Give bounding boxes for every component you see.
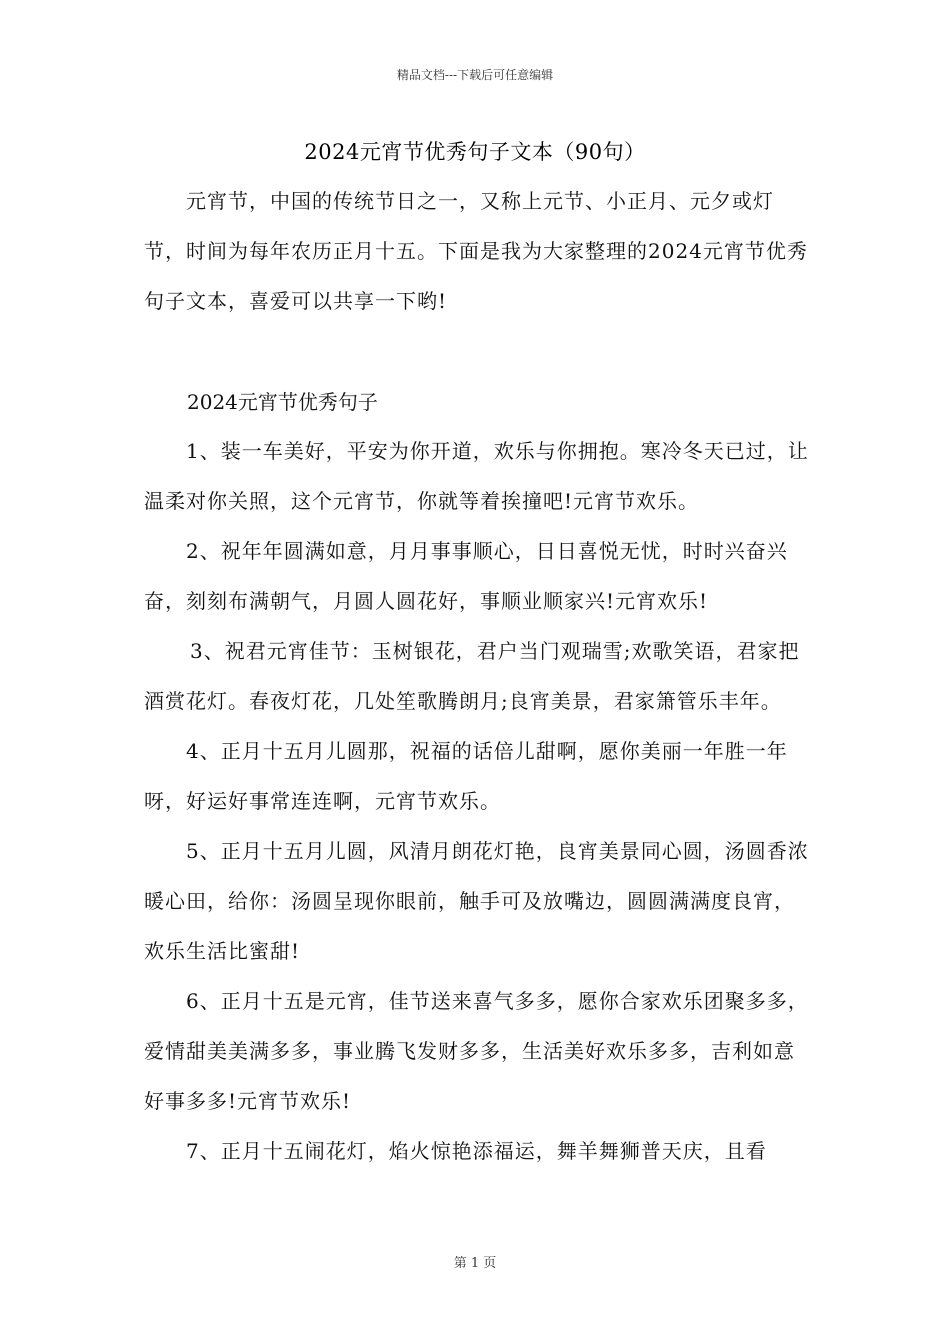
intro-paragraph: 元宵节，中国的传统节日之一，又称上元节、小正月、元夕或灯节，时间为每年农历正月十五。下面是我为大家整理的2024元宵节优秀句子文本，喜爱可以共享一下哟!: [144, 189, 808, 313]
list-item: 3、祝君元宵佳节：玉树银花，君户当门观瑞雪;欢歌笑语，君家把酒赏花灯。春夜灯花，几处笙歌腾朗月;良宵美景，君家箫管乐丰年。: [144, 639, 800, 713]
intro-block: [144, 176, 812, 326]
list-item: 4、正月十五月儿圆那，祝福的话倍儿甜啊，愿你美丽一年胜一年呀，好运好事常连连啊，元宵节欢乐。: [144, 739, 788, 813]
list-item: 1、装一车美好，平安为你开道，欢乐与你拥抱。寒冷冬天已过，让温柔对你关照，这个元宵节，你就等着挨撞吧!元宵节欢乐。: [144, 439, 809, 513]
list-item: 7、正月十五闹花灯，焰火惊艳添福运，舞羊舞狮普天庆，且看: [186, 1139, 767, 1163]
list-item: 5、正月十五月儿圆，风清月朗花灯艳，良宵美景同心圆，汤圆香浓暖心田，给你：汤圆呈现你眼前，触手可及放嘴边，圆圆满满度良宵，欢乐生活比蜜甜!: [144, 839, 809, 963]
section-heading: 2024元宵节优秀句子: [187, 390, 378, 414]
page-title: 2024元宵节优秀句子文本（90句）: [304, 140, 646, 164]
sentence-list: [144, 426, 812, 1176]
list-item: 6、正月十五是元宵，佳节送来喜气多多，愿你合家欢乐团聚多多，爱情甜美美满多多，事业腾飞发财多多，生活美好欢乐多多，吉利如意好事多多!元宵节欢乐!: [144, 989, 809, 1113]
page-number: 第 1 页: [453, 1256, 497, 1271]
header-note: 精品文档---下载后可任意编辑: [396, 68, 554, 82]
list-item: 2、祝年年圆满如意，月月事事顺心，日日喜悦无忧，时时兴奋兴奋，刻刻布满朝气，月圆人圆花好，事顺业顺家兴!元宵欢乐!: [144, 539, 788, 613]
